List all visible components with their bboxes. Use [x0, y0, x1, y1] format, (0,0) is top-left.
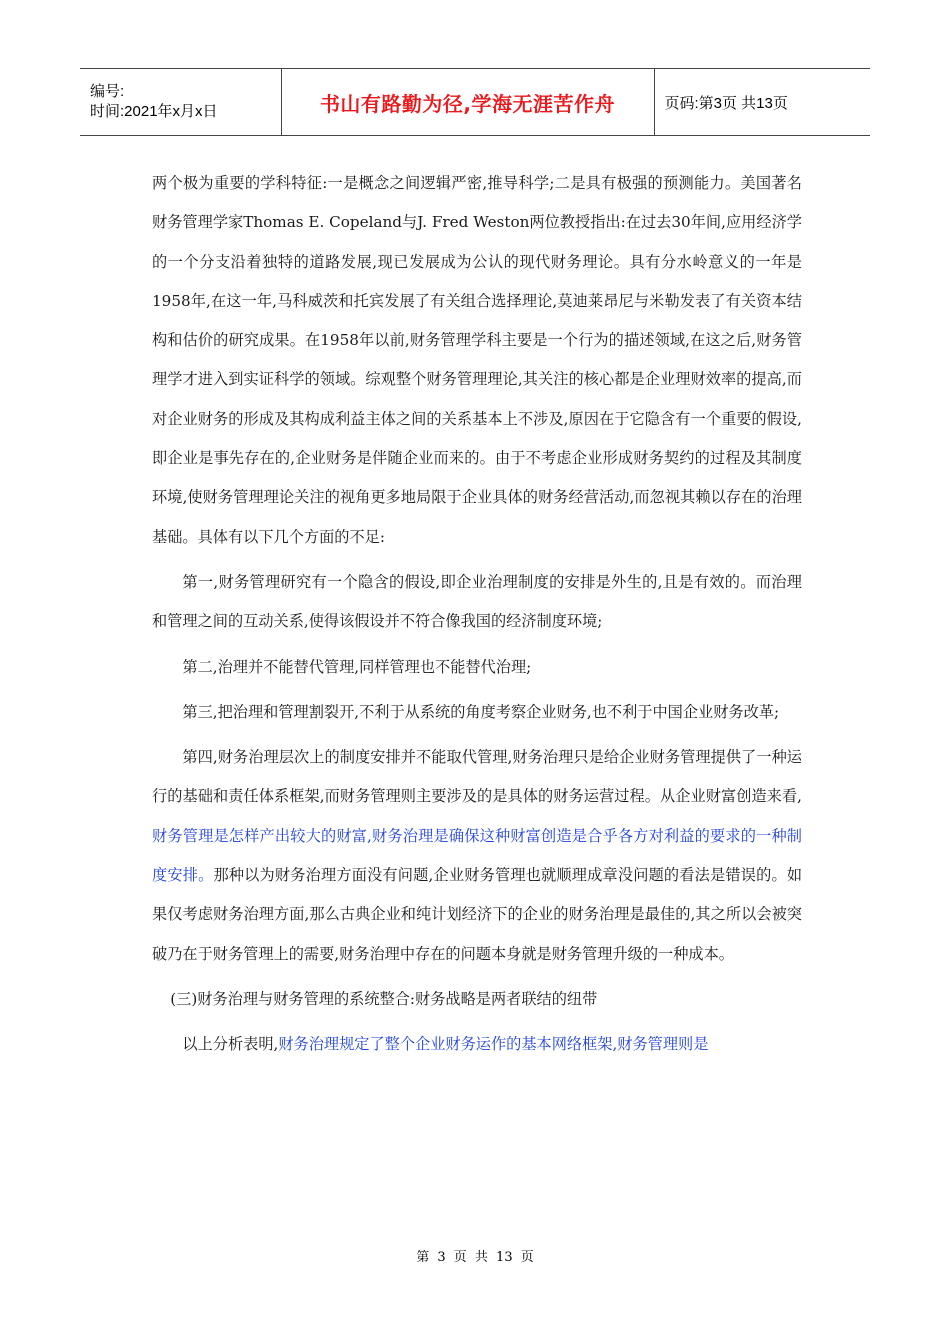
paragraph — [152, 738, 802, 974]
document-number-label: 编号: — [90, 83, 125, 100]
paragraph-text: 第二,治理并不能替代管理,同样管理也不能替代治理; — [182, 657, 532, 676]
paragraph — [152, 648, 802, 687]
header-meta-cell — [80, 69, 281, 136]
header-page-cell — [654, 69, 870, 136]
paragraph-text: 两个极为重要的学科特征:一是概念之间逻辑严密,推导科学;二是具有极强的预测能力。美国著名财务管理学家Thomas E. Copeland与J. Fred Weston两位教授指出:在过去30年间,应用经济学的一个分支沿着独特的道路发展,现已发展成为公认的现代财务理论。具有分水岭意义的一年是1958年,在这一年,马科威茨和托宾发展了有关组合选择理论,莫迪莱昂尼与米勒发表了有关资本结构和估价的研究成果。在1958年以前,财务管理学科主要是一个行为的描述领域,在这之后,财务管理学才进入到实证科学的领域。综观整个财务管理理论,其关注的核心都是企业理财效率的提高,而对企业财务的形成及其构成利益主体之间的关系基本上不涉及,原因在于它隐含有一个重要的假设,即企业是事先存在的,企业财务是伴随企业而来的。由于不考虑企业形成财务契约的过程及其制度环境,使财务管理理论关注的视角更多地局限于企业具体的财务经营活动,而忽视其赖以存在的治理基础。具体有以下几个方面的不足: — [152, 174, 802, 546]
paragraph — [152, 164, 802, 557]
document-header — [80, 68, 870, 136]
paragraph — [152, 693, 802, 732]
document-date: 时间:2021年x月x日 — [90, 103, 218, 120]
paragraph-text: 以上分析表明, — [182, 1035, 279, 1054]
paragraph — [152, 1025, 802, 1064]
motto-text: 书山有路勤为径,学海无涯苦作舟 — [319, 91, 616, 116]
highlighted-text: 财务管理是怎样产出较大的财富,财务治理是确保这种财富创造是合乎各方对利益的要求的一种制度安排。 — [152, 826, 802, 885]
page-footer: 第 3 页 共 13 页 — [416, 1250, 534, 1265]
paragraph — [152, 563, 802, 642]
page-info: 页码:第3页 共13页 — [664, 94, 788, 112]
paragraph — [152, 980, 802, 1019]
highlighted-text: 财务治理规定了整个企业财务运作的基本网络框架,财务管理则是 — [278, 1035, 709, 1054]
document-body — [152, 164, 802, 1071]
paragraph-text: 那种以为财务治理方面没有问题,企业财务管理也就顺理成章没问题的看法是错误的。如果仅考虑财务治理方面,那么古典企业和纯计划经济下的企业的财务治理是最佳的,其之所以会被突破乃在于财务管理上的需要,财务治理中存在的问题本身就是财务管理升级的一种成本。 — [152, 866, 803, 963]
paragraph-text: 第一,财务管理研究有一个隐含的假设,即企业治理制度的安排是外生的,且是有效的。而治理和管理之间的互动关系,使得该假设并不符合像我国的经济制度环境; — [152, 572, 802, 631]
header-motto-cell — [281, 69, 654, 136]
paragraph-text: 第三,把治理和管理割裂开,不利于从系统的角度考察企业财务,也不利于中国企业财务改革; — [182, 702, 780, 721]
paragraph-text: (三)财务治理与财务管理的系统整合:财务战略是两者联结的纽带 — [170, 989, 598, 1008]
paragraph-text: 第四,财务治理层次上的制度安排并不能取代管理,财务治理只是给企业财务管理提供了一种运行的基础和责任体系框架,而财务管理则主要涉及的是具体的财务运营过程。从企业财富创造来看, — [152, 748, 802, 806]
